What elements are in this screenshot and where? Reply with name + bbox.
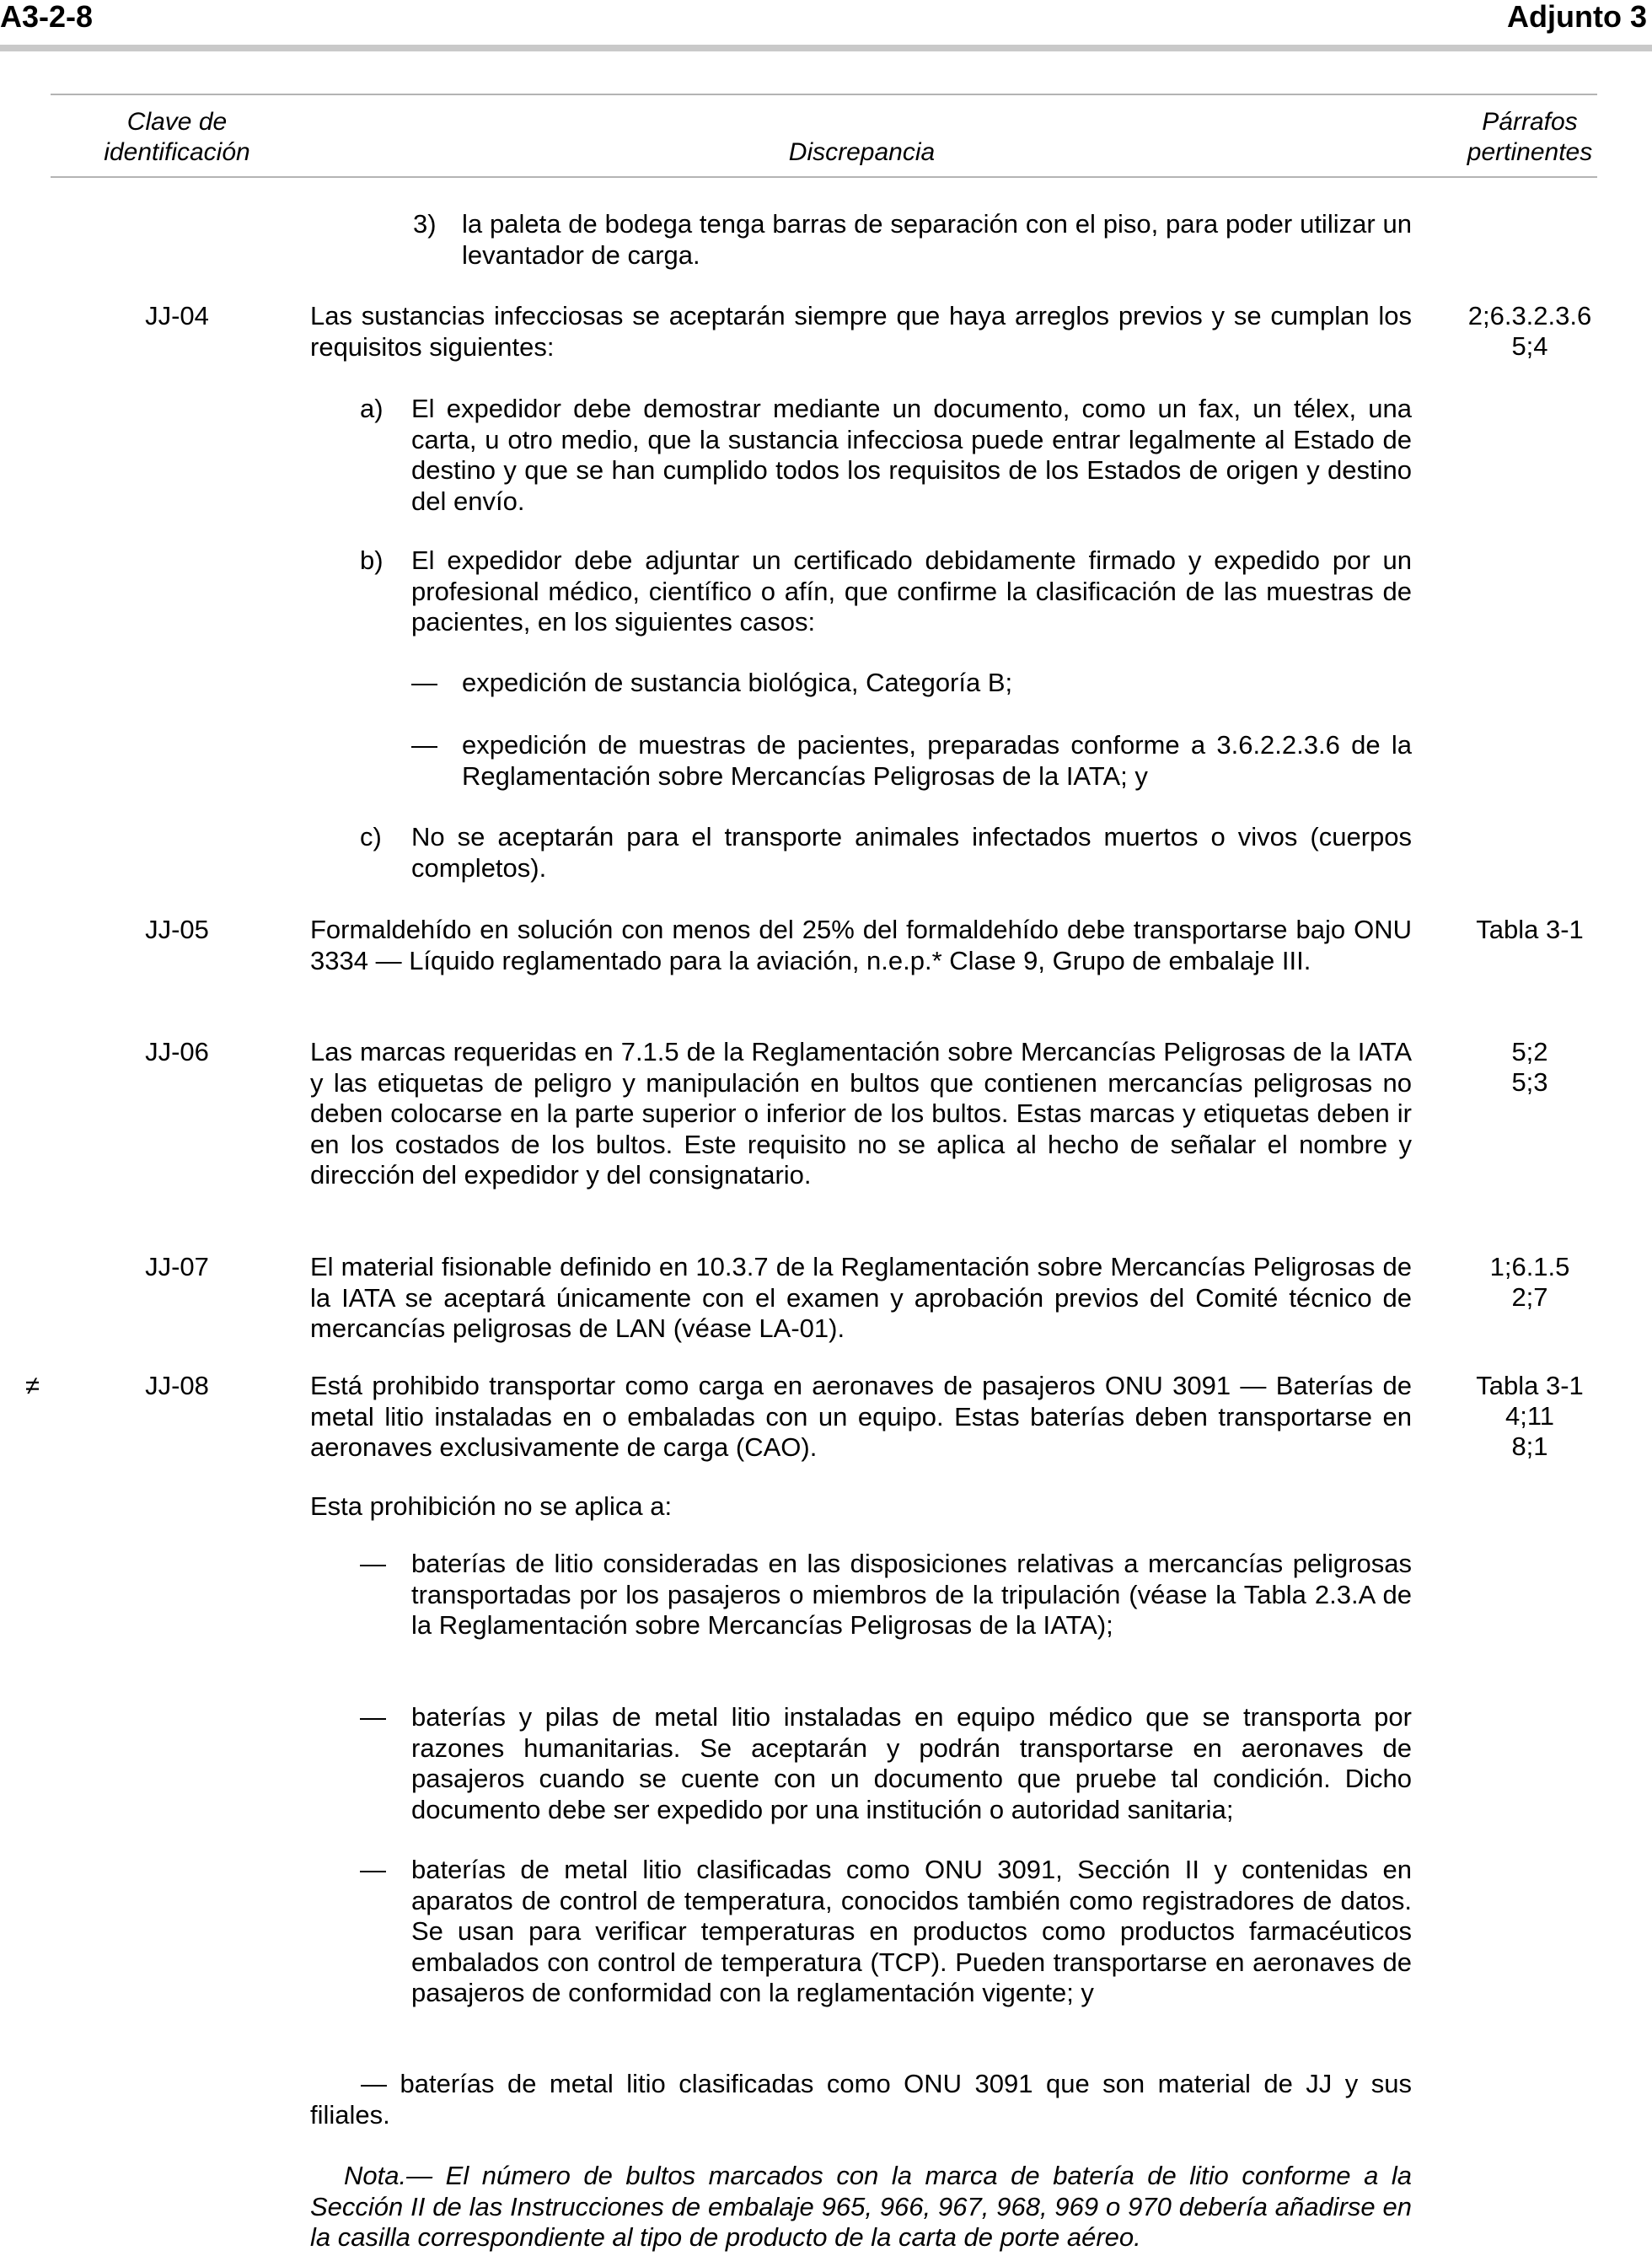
paragraph-ref: 5;2: [1511, 1037, 1548, 1066]
paragraph-ref: 5;4: [1511, 331, 1548, 361]
entry-text-jj06: Las marcas requeridas en 7.1.5 de la Reglamentación sobre Mercancías Peligrosas de la IATA y las etiquetas de peligro y manipulación en bultos que contienen mercancías peligrosas no deben colocarse en la parte superior o inferior de los bultos. Estas marcas y etiquetas deben ir en los costados de los bultos. Este requisito no se aplica al hecho de señalar el nombre y dirección del expedidor y del consignatario.: [310, 1037, 1412, 1190]
entry-paragraphs-jj08: [1433, 1371, 1627, 1462]
table-top-rule: [51, 94, 1597, 95]
paragraph-ref: 2;7: [1511, 1282, 1548, 1312]
item-label-a: a): [360, 394, 384, 423]
item-text-b: El expedidor debe adjuntar un certificado debidamente firmado y expedido por un profesional médico, científico o afín, que confirme la clasificación de las muestras de pacientes, en los siguientes casos:: [411, 545, 1412, 637]
item-text-a: El expedidor debe demostrar mediante un documento, como un fax, un télex, una carta, u otro medio, que la sustancia infecciosa puede entrar legalmente al Estado de destino y que se han cumplido todos los requisitos de los Estados de origen y destino del envío.: [411, 394, 1412, 516]
page-reference-right: Adjunto 3: [1507, 0, 1647, 34]
paragraph-ref: 5;3: [1511, 1067, 1548, 1097]
exception-bullet3: baterías de metal litio clasificadas como ONU 3091, Sección II y contenidas en aparatos de control de temperatura, conocidos también como registradores de datos. Se usan para verificar temperaturas en productos como productos farmacéuticos embalados con control de temperatura (TCP). Pueden transportarse en aeronaves de pasajeros de conformidad con la reglamentación vigente; y: [411, 1855, 1412, 2007]
dash-bullet: —: [360, 1702, 386, 1732]
dash-bullet: —: [360, 1549, 386, 1578]
column-header-code: [93, 107, 261, 168]
entry-code-jj06: JJ-06: [145, 1037, 209, 1066]
column-header-paragraphs: [1433, 107, 1627, 168]
dash-bullet: —: [361, 2069, 387, 2098]
table-header-rule: [51, 176, 1597, 178]
entry-text-jj05: Formaldehído en solución con menos del 25% del formaldehído debe transportarse bajo ONU 3334 — Líquido reglamentado para la aviación, n.e.p.* Clase 9, Grupo de embalaje III.: [310, 915, 1412, 975]
dash-bullet: —: [411, 668, 437, 697]
entry-code-jj08: JJ-08: [145, 1371, 209, 1400]
item-label-b: b): [360, 545, 384, 575]
entry-code-jj07: JJ-07: [145, 1252, 209, 1281]
paragraph-ref: 4;11: [1504, 1401, 1555, 1431]
note: [310, 2161, 1412, 2253]
entry-code-jj04: JJ-04: [145, 301, 209, 330]
entry-text-jj04: Las sustancias infecciosas se aceptarán siempre que haya arreglos previos y se cumplan los requisitos siguientes:: [310, 301, 1412, 362]
paragraph-ref: Tabla 3-1: [1476, 915, 1584, 944]
column-header-paragraphs-line1: Párrafos: [1482, 108, 1578, 136]
exception-bullet2: baterías y pilas de metal litio instaladas en equipo médico que se transporta por razones humanitarias. Se aceptarán y podrán transportarse en aeronaves de pasajeros cuando se cuente con un documento que pruebe tal condición. Dicho documento debe ser expedido por una institución o autoridad sanitaria;: [411, 1702, 1412, 1824]
paragraph-ref: 2;6.3.2.3.6: [1467, 301, 1592, 330]
note-text: El número de bultos marcados con la marca de batería de litio conforme a la Sección II de las Instrucciones de embalaje 965, 966, 967, 968, 969 o 970 debería añadirse en la casilla correspondiente al tipo de producto de la carta de porte aéreo.: [310, 2161, 1412, 2252]
exception-bullet4: [310, 2069, 1412, 2130]
item-text-b-bullet2: expedición de muestras de pacientes, preparadas conforme a 3.6.2.2.3.6 de la Reglamentación sobre Mercancías Peligrosas de la IATA; y: [462, 730, 1412, 791]
column-header-discrepancy: Discrepancia: [788, 138, 936, 166]
change-mark: ≠: [25, 1371, 40, 1400]
entry-paragraphs-jj06: [1433, 1037, 1627, 1098]
exception-bullet1: baterías de litio consideradas en las disposiciones relativas a mercancías peligrosas transportadas por los pasajeros o miembros de la tripulación (véase la Tabla 2.3.A de la Reglamentación sobre Mercancías Peligrosas de la IATA);: [411, 1549, 1412, 1640]
continuation-label: 3): [413, 209, 437, 239]
item-label-c: c): [360, 822, 382, 851]
entry-paragraphs-jj04: [1433, 301, 1627, 362]
exception-intro: Esta prohibición no se aplica a:: [310, 1491, 673, 1521]
note-label: Nota.—: [344, 2161, 433, 2190]
item-text-c: No se aceptarán para el transporte animales infectados muertos o vivos (cuerpos completos).: [411, 822, 1412, 883]
item-text-b-bullet1: expedición de sustancia biológica, Categoría B;: [462, 668, 1013, 697]
paragraph-ref: 8;1: [1511, 1431, 1548, 1461]
paragraph-ref: Tabla 3-1: [1476, 1371, 1584, 1400]
entry-text-jj08: Está prohibido transportar como carga en aeronaves de pasajeros ONU 3091 — Baterías de metal litio instaladas en o embaladas con un equipo. Estas baterías deben transportarse en aeronaves exclusivamente de carga (CAO).: [310, 1371, 1412, 1462]
column-header-code-line1: Clave de: [126, 108, 228, 136]
page-reference-left: A3-2-8: [0, 0, 94, 34]
dash-bullet: —: [360, 1855, 386, 1884]
column-header-paragraphs-line2: pertinentes: [1467, 138, 1593, 166]
entry-paragraphs-jj07: [1433, 1252, 1627, 1313]
dash-bullet: —: [411, 730, 437, 760]
entry-paragraphs-jj05: [1433, 915, 1627, 945]
paragraph-ref: 1;6.1.5: [1489, 1252, 1570, 1281]
column-header-code-line2: identificación: [104, 138, 250, 166]
exception-bullet4-text: baterías de metal litio clasificadas como ONU 3091 que son material de JJ y sus filiales.: [310, 2069, 1412, 2130]
header-rule: [0, 45, 1652, 51]
continuation-text: la paleta de bodega tenga barras de separación con el piso, para poder utilizar un levantador de carga.: [462, 209, 1412, 270]
entry-code-jj05: JJ-05: [145, 915, 209, 944]
entry-text-jj07: El material fisionable definido en 10.3.7 de la Reglamentación sobre Mercancías Peligrosas de la IATA se aceptará únicamente con el examen y aprobación previos del Comité técnico de mercancías peligrosas de LAN (véase LA-01).: [310, 1252, 1412, 1343]
